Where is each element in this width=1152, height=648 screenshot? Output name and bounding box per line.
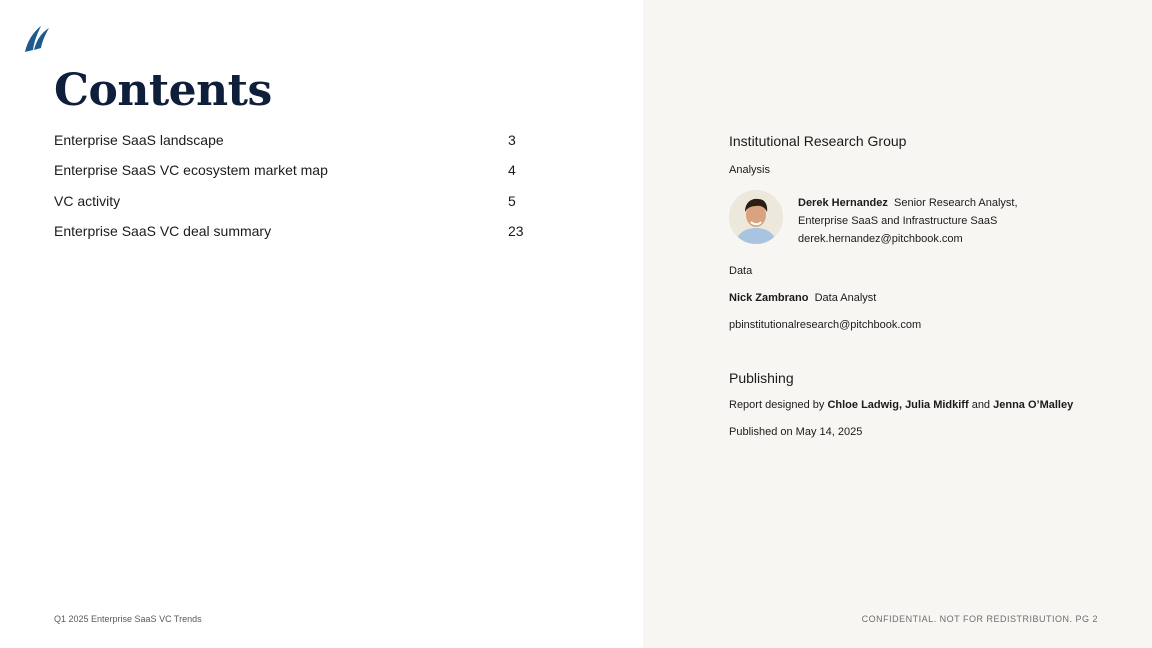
data-analyst-line	[729, 292, 876, 304]
toc-item-label[interactable]: VC activity	[54, 192, 121, 209]
footer-confidential: CONFIDENTIAL. NOT FOR REDISTRIBUTION. PG 2	[861, 614, 1098, 624]
data-label: Data	[729, 265, 753, 277]
research-group-heading: Institutional Research Group	[729, 133, 907, 149]
toc-item-label[interactable]: Enterprise SaaS VC ecosystem market map	[54, 162, 328, 179]
designed-prefix: Report designed by	[729, 399, 828, 411]
toc-item-page: 5	[508, 192, 516, 209]
page-title: Contents	[54, 65, 272, 116]
toc-item-label[interactable]: Enterprise SaaS landscape	[54, 132, 224, 148]
analyst-title: Senior Research Analyst,	[894, 197, 1018, 209]
analyst-avatar	[729, 190, 783, 244]
analyst-photo-icon	[729, 190, 783, 244]
contact-email-link[interactable]: pbinstitutionalresearch@pitchbook.com	[729, 319, 922, 331]
data-analyst-name: Nick Zambrano	[729, 292, 809, 304]
toc-row[interactable]	[54, 221, 554, 251]
designer-last: Jenna O’Malley	[993, 399, 1074, 411]
analyst-email-link[interactable]: derek.hernandez@pitchbook.com	[798, 233, 963, 245]
table-of-contents	[54, 130, 554, 251]
toc-row[interactable]	[54, 130, 554, 160]
publishing-heading: Publishing	[729, 370, 794, 386]
toc-item-page: 3	[508, 132, 516, 148]
designers-line	[729, 399, 1073, 411]
analysis-label: Analysis	[729, 164, 770, 176]
toc-item-page: 23	[508, 222, 524, 239]
published-date: Published on May 14, 2025	[729, 426, 863, 438]
designed-and: and	[968, 399, 994, 411]
analyst-name: Derek Hernandez	[798, 197, 888, 209]
toc-row[interactable]	[54, 191, 554, 221]
analyst-info	[798, 194, 1018, 248]
pitchbook-logo-icon	[21, 24, 51, 54]
toc-item-label[interactable]: Enterprise SaaS VC deal summary	[54, 222, 272, 239]
analyst-title-continued: Enterprise SaaS and Infrastructure SaaS	[798, 215, 998, 227]
contact-email-line	[729, 319, 921, 331]
data-analyst-title: Data Analyst	[814, 292, 877, 304]
designers-names: Chloe Ladwig, Julia Midkiff	[827, 399, 969, 411]
footer-report-title: Q1 2025 Enterprise SaaS VC Trends	[54, 614, 202, 624]
toc-row[interactable]	[54, 160, 554, 190]
toc-item-page: 4	[508, 162, 516, 179]
